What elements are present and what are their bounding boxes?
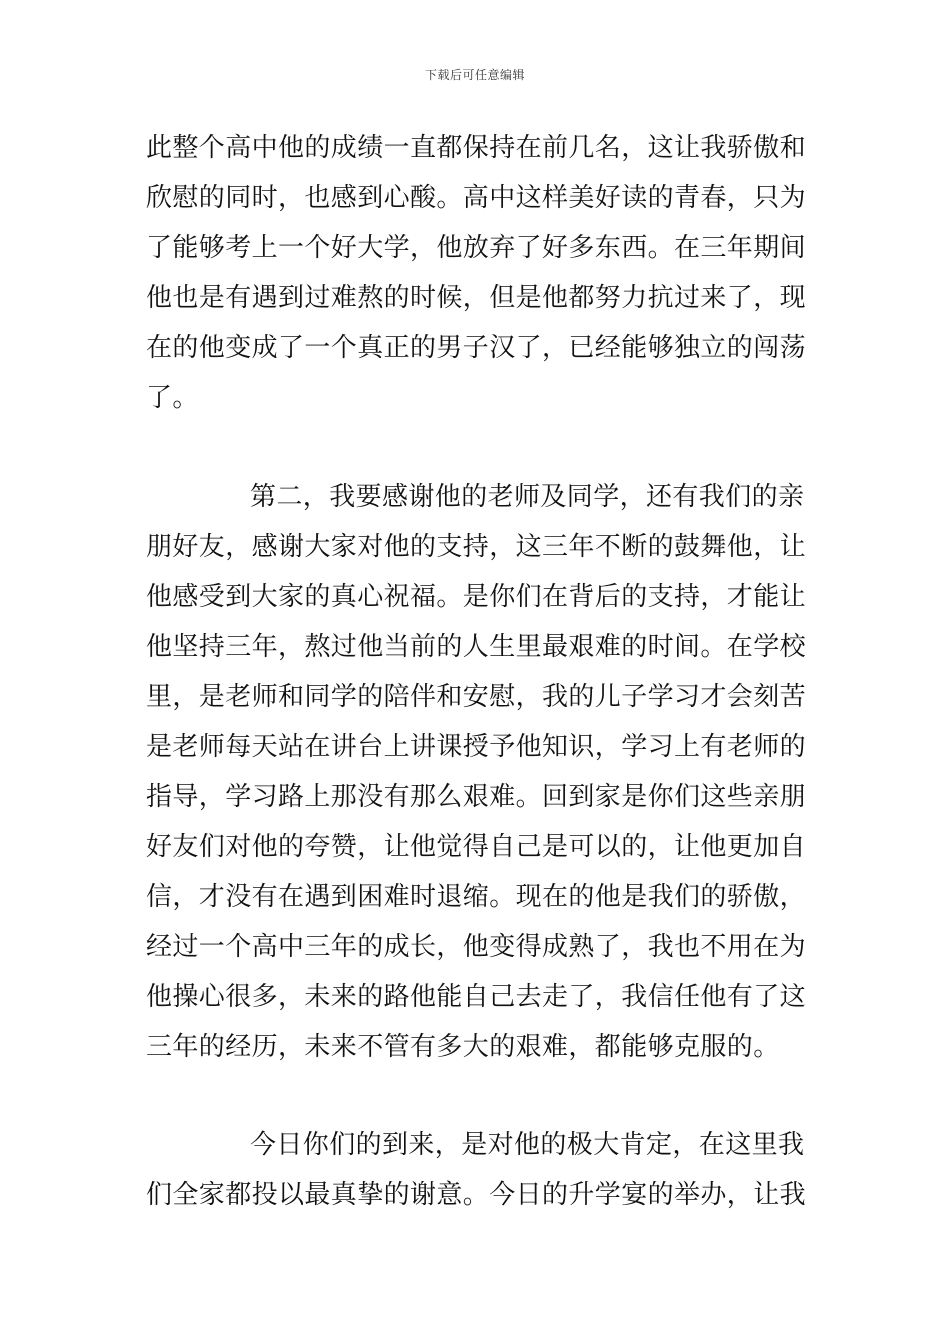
paragraph-1-line-3: 了能够考上一个好大学，他放弃了好多东西。在三年期间 bbox=[146, 233, 807, 263]
paragraph-3-line-1: 今日你们的到来，是对他的极大肯定，在这里我 bbox=[250, 1130, 805, 1160]
paragraph-1-line-2: 欣慰的同时，也感到心酸。高中这样美好读的青春，只为 bbox=[146, 183, 807, 213]
paragraph-2-line-1: 第二，我要感谢他的老师及同学，还有我们的亲 bbox=[250, 482, 805, 512]
paragraph-2-line-10: 经过一个高中三年的成长，他变得成熟了，我也不用在为 bbox=[146, 932, 807, 962]
paragraph-2-line-9: 信，才没有在遇到困难时退缩。现在的他是我们的骄傲， bbox=[146, 882, 807, 912]
paragraph-1-line-6: 了。 bbox=[146, 383, 199, 413]
paragraph-3-line-2: 们全家都投以最真挚的谢意。今日的升学宴的举办，让我 bbox=[146, 1180, 807, 1210]
paragraph-2-line-8: 好友们对他的夸赞，让他觉得自己是可以的，让他更加自 bbox=[146, 832, 807, 862]
paragraph-1-line-4: 他也是有遇到过难熬的时候，但是他都努力抗过来了，现 bbox=[146, 283, 807, 313]
paragraph-1-line-1: 此整个高中他的成绩一直都保持在前几名，这让我骄傲和 bbox=[146, 133, 807, 163]
paragraph-2-line-7: 指导，学习路上那没有那么艰难。回到家是你们这些亲朋 bbox=[146, 782, 807, 812]
paragraph-2-line-2: 朋好友，感谢大家对他的支持，这三年不断的鼓舞他，让 bbox=[146, 532, 807, 562]
paragraph-2-line-4: 他坚持三年，熬过他当前的人生里最艰难的时间。在学校 bbox=[146, 632, 807, 662]
paragraph-2-line-5: 里，是老师和同学的陪伴和安慰，我的儿子学习才会刻苦 bbox=[146, 682, 807, 712]
paragraph-2-line-3: 他感受到大家的真心祝福。是你们在背后的支持，才能让 bbox=[146, 582, 807, 612]
paragraph-1-line-5: 在的他变成了一个真正的男子汉了，已经能够独立的闯荡 bbox=[146, 333, 807, 363]
header-note: 下载后可任意编辑 bbox=[424, 68, 525, 82]
paragraph-2-line-11: 他操心很多，未来的路他能自己去走了，我信任他有了这 bbox=[146, 982, 807, 1012]
paragraph-2-line-12: 三年的经历，未来不管有多大的艰难，都能够克服的。 bbox=[146, 1032, 780, 1062]
paragraph-2-line-6: 是老师每天站在讲台上讲课授予他知识，学习上有老师的 bbox=[146, 732, 807, 762]
